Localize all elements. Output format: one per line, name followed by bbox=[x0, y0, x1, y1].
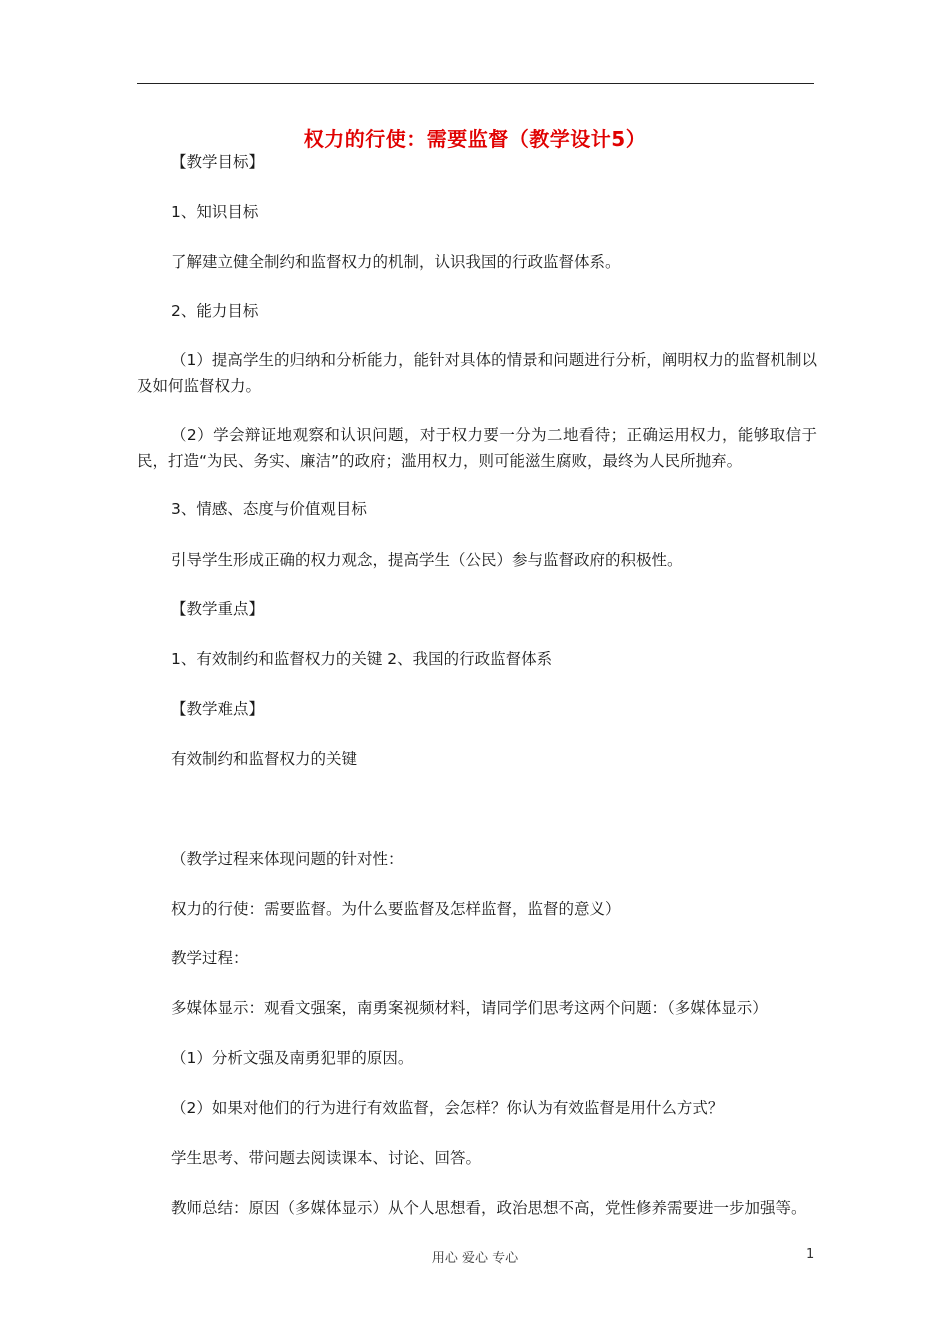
paragraph: （教学过程来体现问题的针对性： bbox=[171, 850, 404, 868]
paragraph: （2）如果对他们的行为进行有效监督，会怎样？你认为有效监督是用什么方式？ bbox=[171, 1099, 724, 1117]
paragraph: （1）分析文强及南勇犯罪的原因。 bbox=[171, 1049, 414, 1067]
paragraph: 教学过程： bbox=[171, 949, 249, 967]
header-rule bbox=[137, 83, 814, 84]
paragraph: 引导学生形成正确的权力观念，提高学生（公民）参与监督政府的积极性。 bbox=[171, 551, 683, 569]
document-title: 权力的行使：需要监督（教学设计5） bbox=[303, 127, 647, 151]
paragraph: 教师总结：原因（多媒体显示）从个人思想看，政治思想不高，党性修养需要进一步加强等。 bbox=[171, 1199, 807, 1217]
paragraph: 学生思考、带问题去阅读课本、讨论、回答。 bbox=[171, 1149, 482, 1167]
footer-motto: 用心 爱心 专心 bbox=[431, 1251, 519, 1266]
subheading-ability: 2、能力目标 bbox=[171, 302, 259, 320]
section-heading-difficulties: 【教学难点】 bbox=[171, 700, 265, 718]
paragraph: 了解建立健全制约和监督权力的机制，认识我国的行政监督体系。 bbox=[171, 253, 621, 271]
paragraph: 多媒体显示：观看文强案，南勇案视频材料，请同学们思考这两个问题：（多媒体显示） bbox=[171, 999, 768, 1017]
page-number: 1 bbox=[806, 1247, 815, 1262]
paragraph: 有效制约和监督权力的关键 bbox=[171, 750, 358, 768]
paragraph: 权力的行使：需要监督。为什么要监督及怎样监督，监督的意义） bbox=[171, 900, 621, 918]
paragraph: （2）学会辩证地观察和认识问题，对于权力要一分为二地看待；正确运用权力，能够取信于民，打造“为民、务实、廉洁”的政府；滥用权力，则可能滋生腐败，最终为人民所抛弃。 bbox=[137, 426, 817, 470]
section-heading-objectives: 【教学目标】 bbox=[171, 153, 265, 171]
subheading-values: 3、情感、态度与价值观目标 bbox=[171, 500, 367, 518]
paragraph: （1）提高学生的归纳和分析能力，能针对具体的情景和问题进行分析，阐明权力的监督机制以及如何监督权力。 bbox=[137, 351, 817, 395]
subheading-knowledge: 1、知识目标 bbox=[171, 203, 259, 221]
paragraph: 1、有效制约和监督权力的关键 2、我国的行政监督体系 bbox=[171, 650, 553, 668]
section-heading-key-points: 【教学重点】 bbox=[171, 600, 265, 618]
